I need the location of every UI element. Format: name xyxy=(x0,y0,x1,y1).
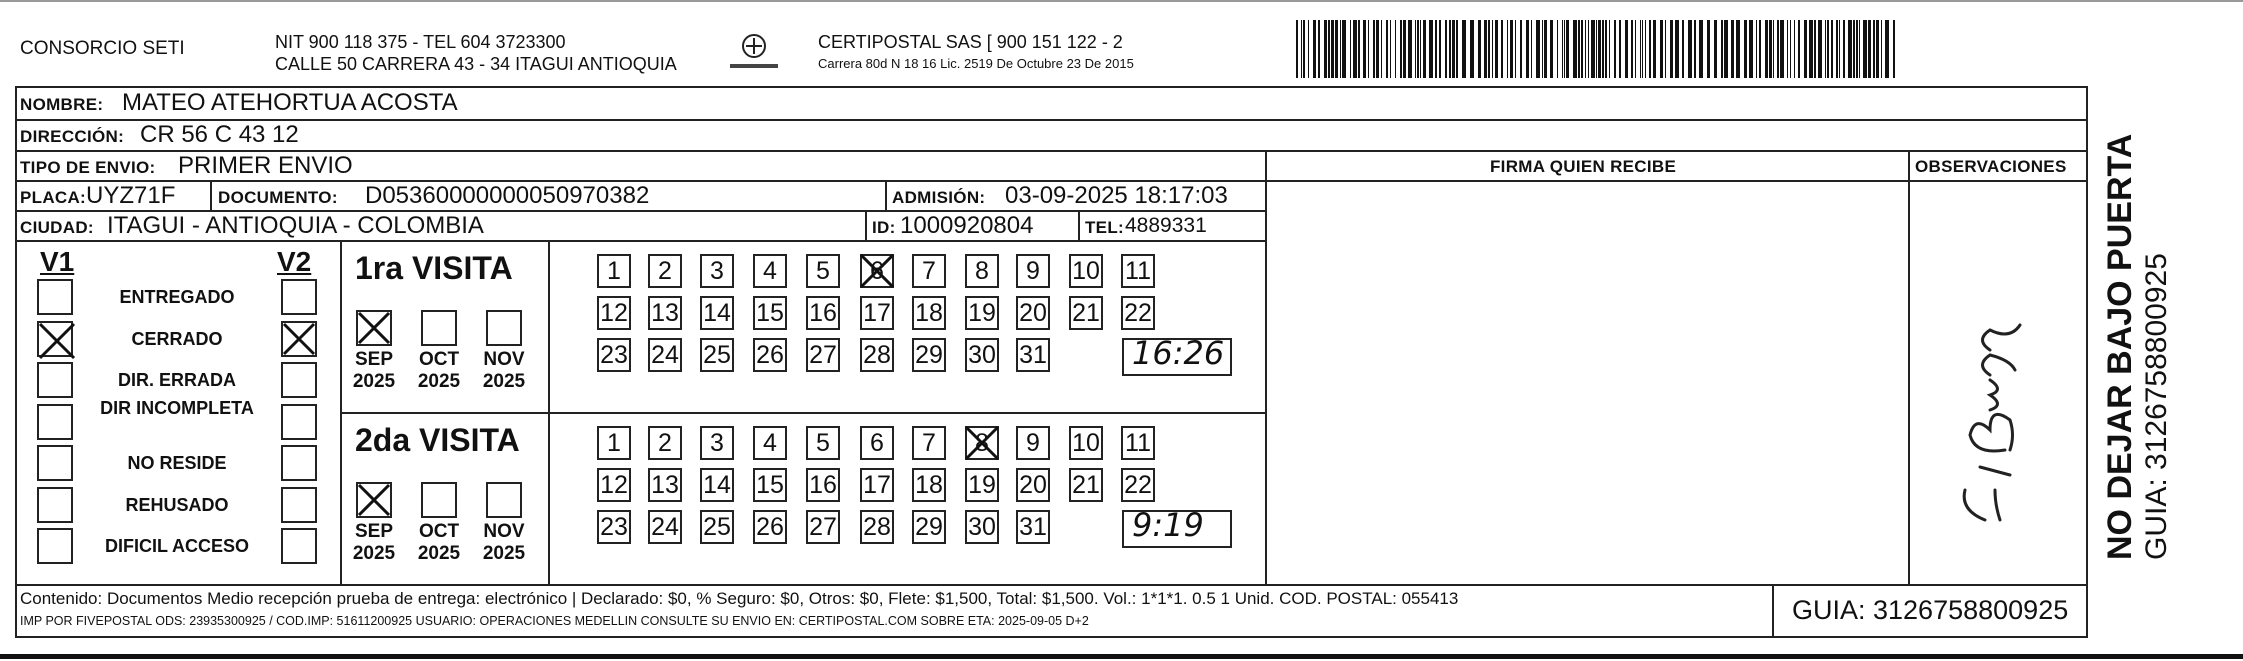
day-box[interactable]: 1 xyxy=(597,426,631,460)
month-check-mark xyxy=(356,310,392,346)
day-box[interactable]: 17 xyxy=(860,468,894,502)
day-box[interactable]: 20 xyxy=(1016,296,1050,330)
barcode xyxy=(1296,20,1896,78)
day-box[interactable]: 11 xyxy=(1121,426,1155,460)
ciudad-label: CIUDAD: xyxy=(20,218,94,237)
id-value: 1000920804 xyxy=(900,212,1034,239)
day-box[interactable]: 2 xyxy=(648,254,682,288)
documento-value: D05360000000050970382 xyxy=(365,182,650,209)
day-box[interactable]: 11 xyxy=(1121,254,1155,288)
v2-checkbox[interactable] xyxy=(281,362,317,398)
admision-value: 03-09-2025 18:17:03 xyxy=(1005,182,1228,209)
v1-checkbox[interactable] xyxy=(37,279,73,315)
month-name: NOV xyxy=(483,349,525,370)
day-box[interactable]: 29 xyxy=(912,510,946,544)
day-box[interactable]: 31 xyxy=(1016,338,1050,372)
day-box[interactable]: 10 xyxy=(1069,426,1103,460)
day-box[interactable]: 18 xyxy=(912,468,946,502)
day-box[interactable]: 26 xyxy=(753,338,787,372)
table-right-line xyxy=(2086,86,2088,637)
month-name: SEP xyxy=(354,521,394,542)
month-year: 2025 xyxy=(352,543,396,564)
day-box[interactable]: 6 xyxy=(860,426,894,460)
v2-label: V2 xyxy=(277,246,312,277)
day-box[interactable]: 15 xyxy=(753,468,787,502)
day-box[interactable]: 29 xyxy=(912,338,946,372)
status-option-label: DIR. ERRADA xyxy=(117,370,236,390)
v2-checkbox[interactable] xyxy=(281,279,317,315)
visit-title: 1ra VISITA xyxy=(355,250,513,286)
v1-check-mark xyxy=(37,321,77,361)
tel-value: 4889331 xyxy=(1125,214,1207,237)
day-box[interactable]: 22 xyxy=(1121,296,1155,330)
day-box[interactable]: 7 xyxy=(912,426,946,460)
direccion-label: DIRECCIÓN: xyxy=(20,127,125,146)
month-name: OCT xyxy=(418,349,460,370)
day-box[interactable]: 24 xyxy=(648,510,682,544)
top-edge-line xyxy=(0,0,2243,2)
tipo-envio-label: TIPO DE ENVIO: xyxy=(20,158,156,177)
nombre-label: NOMBRE: xyxy=(20,95,104,114)
v1-checkbox[interactable] xyxy=(37,487,73,523)
month-checkbox[interactable] xyxy=(486,310,522,346)
day-box[interactable]: 10 xyxy=(1069,254,1103,288)
visit-time-box[interactable] xyxy=(1122,334,1232,376)
day-box[interactable]: 1 xyxy=(597,254,631,288)
day-box[interactable]: 25 xyxy=(700,510,734,544)
month-label xyxy=(344,521,404,565)
documento-label: DOCUMENTO: xyxy=(218,188,338,207)
month-label xyxy=(474,349,534,393)
visit-title: 2da VISITA xyxy=(355,422,520,458)
day-box[interactable]: 2 xyxy=(648,426,682,460)
visit-time: 16:26 xyxy=(1132,334,1225,372)
month-check-mark xyxy=(356,482,392,518)
side-notice xyxy=(2100,60,2174,560)
month-year: 2025 xyxy=(352,371,396,392)
v2-check-mark xyxy=(281,321,317,357)
observations-handwriting xyxy=(1930,300,2050,560)
day-box[interactable]: 23 xyxy=(597,510,631,544)
v2-checkbox[interactable] xyxy=(281,404,317,440)
day-box[interactable]: 23 xyxy=(597,338,631,372)
month-name: NOV xyxy=(483,521,525,542)
day-box[interactable]: 12 xyxy=(597,468,631,502)
month-year: 2025 xyxy=(417,543,461,564)
id-label: ID: xyxy=(872,218,896,237)
day-box[interactable]: 12 xyxy=(597,296,631,330)
day-box[interactable]: 6 xyxy=(860,254,894,288)
month-checkbox[interactable] xyxy=(486,482,522,518)
day-box[interactable]: 27 xyxy=(806,510,840,544)
day-box[interactable]: 21 xyxy=(1069,296,1103,330)
day-box[interactable]: 15 xyxy=(753,296,787,330)
month-label xyxy=(409,349,469,393)
direccion-value: CR 56 C 43 12 xyxy=(140,121,299,148)
status-option-label: REHUSADO xyxy=(125,494,229,515)
company-name: CONSORCIO SETI xyxy=(20,38,185,59)
carrier-line: CERTIPOSTAL SAS [ 900 151 122 - 2 xyxy=(818,32,1123,52)
day-box[interactable]: 16 xyxy=(806,468,840,502)
v2-checkbox[interactable] xyxy=(281,487,317,523)
day-box[interactable]: 4 xyxy=(753,426,787,460)
visit-time: 9:19 xyxy=(1132,506,1204,544)
day-check-mark xyxy=(963,424,1001,462)
day-box[interactable]: 30 xyxy=(965,338,999,372)
nombre-value: MATEO ATEHORTUA ACOSTA xyxy=(122,89,458,116)
admision-label: ADMISIÓN: xyxy=(892,188,986,207)
day-box[interactable]: 4 xyxy=(753,254,787,288)
day-box[interactable]: 31 xyxy=(1016,510,1050,544)
v1-checkbox[interactable] xyxy=(37,404,73,440)
month-label xyxy=(409,521,469,565)
day-box[interactable]: 28 xyxy=(860,338,894,372)
day-box[interactable]: 18 xyxy=(912,296,946,330)
day-box[interactable]: 20 xyxy=(1016,468,1050,502)
signature-area xyxy=(1267,182,1907,582)
day-box[interactable]: 27 xyxy=(806,338,840,372)
visit-time-box[interactable] xyxy=(1122,506,1232,548)
placa-value: UYZ71F xyxy=(86,182,176,209)
day-box[interactable]: 9 xyxy=(1016,254,1050,288)
certipostal-logo xyxy=(726,32,782,74)
day-box[interactable]: 5 xyxy=(806,254,840,288)
day-box[interactable]: 17 xyxy=(860,296,894,330)
table-top-line xyxy=(15,86,2088,88)
day-box[interactable]: 25 xyxy=(700,338,734,372)
contenido-line: Contenido: Documentos Medio recepción prueba de entrega: electrónico | Declarado: $0, % Seguro: $0, Otros: $0, Flete: $1,500, Total: $1,500. Vol.: 1*1*1. 0.5 1 Unid. COD. POSTAL: 055413 xyxy=(20,589,1459,608)
month-checkbox[interactable] xyxy=(421,310,457,346)
month-name: OCT xyxy=(418,521,460,542)
month-label xyxy=(474,521,534,565)
firma-header: FIRMA QUIEN RECIBE xyxy=(1490,157,1677,176)
day-box[interactable]: 21 xyxy=(1069,468,1103,502)
v1-checkbox[interactable] xyxy=(37,528,73,564)
bottom-edge-line xyxy=(0,654,2243,659)
day-box[interactable]: 28 xyxy=(860,510,894,544)
placa-label: PLACA: xyxy=(20,188,87,207)
day-box[interactable]: 24 xyxy=(648,338,682,372)
day-box[interactable]: 30 xyxy=(965,510,999,544)
day-box[interactable]: 14 xyxy=(700,468,734,502)
tel-label: TEL: xyxy=(1085,218,1124,237)
day-box[interactable]: 13 xyxy=(648,296,682,330)
month-name: SEP xyxy=(354,349,394,370)
month-checkbox[interactable] xyxy=(421,482,457,518)
day-box[interactable]: 3 xyxy=(700,426,734,460)
day-box[interactable]: 19 xyxy=(965,468,999,502)
day-box[interactable]: 22 xyxy=(1121,468,1155,502)
v1-checkbox[interactable] xyxy=(37,362,73,398)
observaciones-header: OBSERVACIONES xyxy=(1915,157,2067,176)
day-check-mark xyxy=(858,252,896,290)
day-box[interactable]: 3 xyxy=(700,254,734,288)
status-option-label: NO RESIDE xyxy=(127,453,227,473)
status-option-label: CERRADO xyxy=(131,328,223,349)
month-year: 2025 xyxy=(482,371,526,392)
v2-checkbox[interactable] xyxy=(281,528,317,564)
imp-line: IMP POR FIVEPOSTAL ODS: 23935300925 / COD.IMP: 51611200925 USUARIO: OPERACIONES MEDELLIN CONSULTE SU ENVIO EN: CERTIPOSTAL.COM SOBRE ETA: 2025-09-05 D+2 xyxy=(20,614,1089,628)
day-box[interactable]: 26 xyxy=(753,510,787,544)
day-box[interactable]: 8 xyxy=(965,254,999,288)
table-left-line xyxy=(15,86,17,637)
v1-label: V1 xyxy=(40,246,75,277)
footer-guia: GUIA: 3126758800925 xyxy=(1792,595,2069,625)
day-box[interactable]: 5 xyxy=(806,426,840,460)
month-year: 2025 xyxy=(482,543,526,564)
day-box[interactable]: 8 xyxy=(965,426,999,460)
day-box[interactable]: 13 xyxy=(648,468,682,502)
day-box[interactable]: 14 xyxy=(700,296,734,330)
v1-checkbox[interactable] xyxy=(37,445,73,481)
tipo-envio-value: PRIMER ENVIO xyxy=(178,152,353,179)
status-option-label: ENTREGADO xyxy=(119,287,235,307)
nit-line: NIT 900 118 375 - TEL 604 3723300 xyxy=(275,32,566,52)
ciudad-value: ITAGUI - ANTIOQUIA - COLOMBIA xyxy=(107,212,484,239)
v2-checkbox[interactable] xyxy=(281,445,317,481)
day-box[interactable]: 16 xyxy=(806,296,840,330)
status-option-label: DIR INCOMPLETA xyxy=(100,397,254,418)
day-box[interactable]: 7 xyxy=(912,254,946,288)
day-box[interactable]: 19 xyxy=(965,296,999,330)
license-line: Carrera 80d N 18 16 Lic. 2519 De Octubre 23 De 2015 xyxy=(818,56,1134,71)
no-dejar-bajo-puerta: NO DEJAR BAJO PUERTA xyxy=(2101,133,2139,560)
day-box[interactable]: 9 xyxy=(1016,426,1050,460)
month-year: 2025 xyxy=(417,371,461,392)
address-line: CALLE 50 CARRERA 43 - 34 ITAGUI ANTIOQUIA xyxy=(275,54,677,74)
status-option-label: DIFICIL ACCESO xyxy=(104,536,249,556)
side-guia: GUIA: 3126758800925 xyxy=(2140,253,2173,560)
month-label xyxy=(344,349,404,393)
